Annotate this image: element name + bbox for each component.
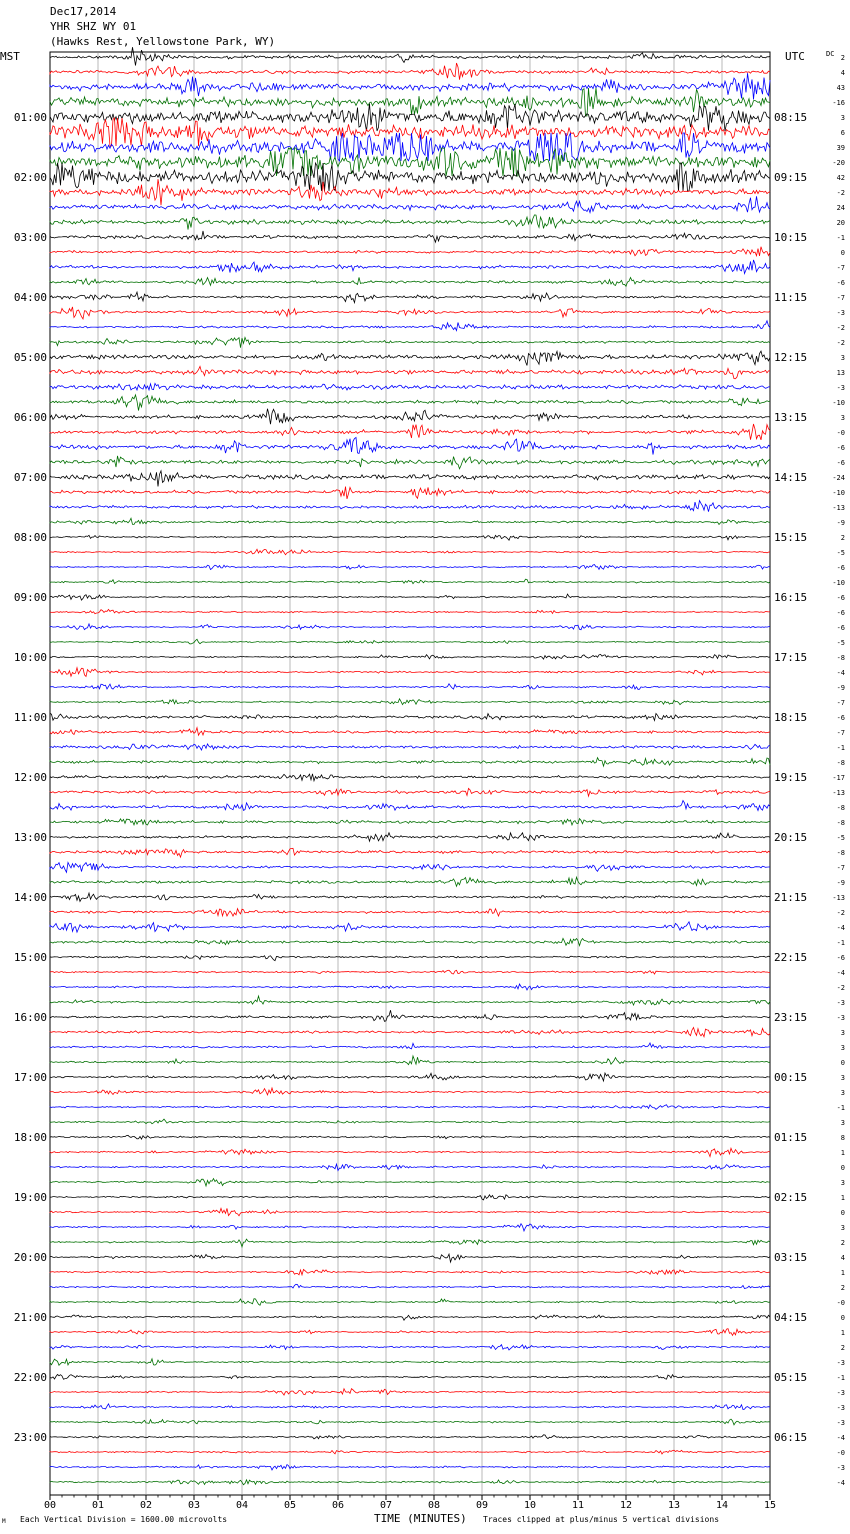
record-date: Dec17,2014 [50, 5, 117, 18]
seismic-trace [50, 970, 770, 974]
right-hour-label: 10:15 [774, 231, 808, 244]
dc-offset-label: -3 [836, 309, 845, 317]
dc-offset-label: -6 [836, 444, 845, 452]
seismic-trace [50, 1028, 770, 1037]
dc-offset-label: 2 [840, 1284, 845, 1292]
seismic-trace [50, 1073, 770, 1081]
x-axis-label: TIME (MINUTES) [374, 1512, 467, 1525]
dc-offset-label: -3 [836, 1014, 845, 1022]
seismic-trace [50, 565, 770, 570]
x-tick-label: 08 [427, 1500, 441, 1511]
dc-offset-label: 4 [840, 1254, 845, 1262]
left-hour-label: 19:00 [13, 1191, 47, 1204]
dc-offset-header: DC [826, 50, 835, 58]
corner-mark: M [2, 1518, 6, 1525]
dc-offset-label: 1 [840, 1269, 845, 1277]
dc-offset-label: -3 [836, 384, 845, 392]
dc-offset-label: -8 [836, 819, 845, 827]
seismic-trace [50, 179, 770, 205]
x-tick-label: 09 [475, 1500, 489, 1511]
seismic-trace [50, 471, 770, 487]
dc-offset-label: 3 [840, 354, 845, 362]
left-hour-label: 18:00 [13, 1131, 47, 1144]
seismic-trace [50, 1208, 770, 1215]
seismic-trace [50, 196, 770, 212]
x-tick-label: 11 [571, 1500, 585, 1511]
seismic-trace [50, 231, 770, 242]
seismic-trace [50, 1105, 770, 1110]
seismic-trace [50, 1135, 770, 1139]
dc-offset-label: -5 [836, 639, 845, 647]
station-location: (Hawks Rest, Yellowstone Park, WY) [50, 35, 276, 48]
left-hour-label: 06:00 [13, 411, 47, 424]
dc-offset-label: -0 [836, 1299, 845, 1307]
right-hour-label: 09:15 [774, 171, 808, 184]
dc-offset-label: -16 [832, 99, 845, 107]
dc-offset-label: 1 [840, 1194, 845, 1202]
dc-offset-label: 0 [840, 1314, 845, 1322]
right-hour-label: 15:15 [774, 531, 808, 544]
dc-offset-label: 3 [840, 114, 845, 122]
seismic-trace [50, 1450, 770, 1454]
left-hour-label: 23:00 [13, 1431, 47, 1444]
dc-offset-label: -9 [836, 684, 845, 692]
left-hour-label: 17:00 [13, 1071, 47, 1084]
right-hour-label: 19:15 [774, 771, 808, 784]
x-tick-label: 15 [763, 1500, 777, 1511]
right-hour-label: 02:15 [774, 1191, 808, 1204]
seismic-trace [50, 1480, 770, 1485]
right-hour-label: 18:15 [774, 711, 808, 724]
dc-offset-label: -6 [836, 459, 845, 467]
dc-offset-label: 13 [836, 369, 845, 377]
seismic-trace [50, 260, 770, 274]
dc-offset-label: -4 [836, 1434, 845, 1442]
x-tick-label: 00 [43, 1500, 57, 1511]
dc-offset-label: 1 [840, 1149, 845, 1157]
seismic-trace [50, 383, 770, 390]
right-hour-label: 12:15 [774, 351, 808, 364]
x-tick-label: 02 [139, 1500, 153, 1511]
seismic-trace [50, 215, 770, 230]
seismic-trace [50, 1329, 770, 1336]
seismic-trace [50, 713, 770, 720]
plot-labels [14, 54, 845, 1511]
seismic-trace [50, 801, 770, 811]
x-tick-label: 10 [523, 1500, 537, 1511]
dc-offset-label: -3 [836, 1464, 845, 1472]
seismic-trace [50, 47, 770, 65]
dc-offset-label: 20 [836, 219, 845, 227]
right-hour-label: 00:15 [774, 1071, 808, 1084]
seismic-trace [50, 1195, 770, 1200]
seismic-trace [50, 438, 770, 455]
right-timezone: UTC [785, 50, 805, 63]
right-hour-label: 04:15 [774, 1311, 808, 1324]
dc-offset-label: -8 [836, 849, 845, 857]
left-hour-label: 07:00 [13, 471, 47, 484]
seismic-trace [50, 624, 770, 630]
dc-offset-label: -6 [836, 564, 845, 572]
dc-offset-label: -3 [836, 1359, 845, 1367]
left-hour-label: 21:00 [13, 1311, 47, 1324]
x-tick-label: 04 [235, 1500, 249, 1511]
seismic-trace [50, 1164, 770, 1171]
seismic-trace [50, 1224, 770, 1231]
left-hour-label: 12:00 [13, 771, 47, 784]
left-hour-label: 16:00 [13, 1011, 47, 1024]
right-hour-label: 23:15 [774, 1011, 808, 1024]
dc-offset-label: -0 [836, 1449, 845, 1457]
x-tick-label: 12 [619, 1500, 633, 1511]
left-hour-label: 11:00 [13, 711, 47, 724]
dc-offset-label: 0 [840, 249, 845, 257]
dc-offset-label: -10 [832, 579, 845, 587]
dc-offset-label: 3 [840, 1179, 845, 1187]
seismic-trace [50, 1404, 770, 1410]
plot-grid [50, 52, 770, 1500]
dc-offset-label: -2 [836, 909, 845, 917]
dc-offset-label: -8 [836, 804, 845, 812]
dc-offset-label: 43 [836, 84, 845, 92]
left-hour-label: 14:00 [13, 891, 47, 904]
dc-offset-label: -7 [836, 699, 845, 707]
seismic-trace [50, 351, 770, 365]
seismic-trace [50, 549, 770, 554]
dc-offset-label: -6 [836, 624, 845, 632]
seismic-trace [50, 1043, 770, 1049]
seismic-trace [50, 73, 770, 99]
dc-offset-label: -13 [832, 894, 845, 902]
x-tick-label: 07 [379, 1500, 393, 1511]
left-hour-label: 03:00 [13, 231, 47, 244]
dc-offset-label: -2 [836, 189, 845, 197]
seismic-trace [50, 487, 770, 499]
seismic-trace [50, 163, 770, 191]
right-hour-label: 03:15 [774, 1251, 808, 1264]
dc-offset-label: -7 [836, 729, 845, 737]
seismic-trace [50, 1088, 770, 1095]
seismic-trace [50, 395, 770, 411]
seismic-trace [50, 833, 770, 842]
seismic-trace [50, 247, 770, 256]
right-hour-label: 05:15 [774, 1371, 808, 1384]
seismic-trace [50, 1119, 770, 1124]
scale-note: Each Vertical Division = 1600.00 microvolts [20, 1515, 228, 1524]
seismic-trace [50, 819, 770, 825]
seismic-trace [50, 877, 770, 886]
dc-offset-label: -6 [836, 279, 845, 287]
dc-offset-label: -4 [836, 669, 845, 677]
seismic-trace [50, 535, 770, 540]
dc-offset-label: -8 [836, 759, 845, 767]
dc-offset-label: 2 [840, 54, 845, 62]
seismic-trace [50, 758, 770, 766]
dc-offset-label: -4 [836, 969, 845, 977]
seismic-trace [50, 788, 770, 796]
right-hour-label: 16:15 [774, 591, 808, 604]
dc-offset-label: -3 [836, 1404, 845, 1412]
dc-offset-label: 4 [840, 69, 845, 77]
x-tick-label: 06 [331, 1500, 345, 1511]
dc-offset-label: -8 [836, 654, 845, 662]
dc-offset-label: -20 [832, 159, 845, 167]
seismic-trace [50, 1465, 770, 1470]
right-hour-label: 14:15 [774, 471, 808, 484]
right-hour-label: 20:15 [774, 831, 808, 844]
seismic-trace [50, 699, 770, 705]
seismic-trace [50, 684, 770, 690]
seismic-trace [50, 277, 770, 286]
dc-offset-label: 0 [840, 1164, 845, 1172]
dc-offset-label: -10 [832, 489, 845, 497]
seismic-trace [50, 594, 770, 600]
dc-offset-label: 3 [840, 1119, 845, 1127]
dc-offset-label: -1 [836, 939, 845, 947]
dc-offset-label: 0 [840, 1209, 845, 1217]
seismic-trace [50, 1284, 770, 1288]
left-hour-label: 02:00 [13, 171, 47, 184]
left-hour-label: 13:00 [13, 831, 47, 844]
seismic-trace [50, 1375, 770, 1380]
seismic-trace [50, 1389, 770, 1395]
seismic-trace [50, 292, 770, 303]
dc-offset-label: 3 [840, 1044, 845, 1052]
left-hour-label: 20:00 [13, 1251, 47, 1264]
dc-offset-label: 3 [840, 1074, 845, 1082]
seismic-trace [50, 366, 770, 378]
seismic-trace [50, 1148, 770, 1156]
seismic-trace [50, 938, 770, 945]
x-tick-label: 14 [715, 1500, 729, 1511]
seismic-trace [50, 579, 770, 583]
seismic-trace [50, 1359, 770, 1366]
right-hour-label: 01:15 [774, 1131, 808, 1144]
dc-offset-label: -6 [836, 954, 845, 962]
seismic-trace [50, 1315, 770, 1320]
dc-offset-label: -0 [836, 429, 845, 437]
seismic-trace [50, 518, 770, 524]
seismic-trace [50, 1254, 770, 1262]
x-tick-label: 01 [91, 1500, 105, 1511]
dc-offset-label: -1 [836, 1374, 845, 1382]
seismic-trace [50, 1056, 770, 1065]
seismic-trace [50, 909, 770, 917]
dc-offset-label: -6 [836, 714, 845, 722]
seismic-trace [50, 1435, 770, 1439]
dc-offset-label: 6 [840, 129, 845, 137]
left-hour-label: 09:00 [13, 591, 47, 604]
dc-offset-label: 24 [836, 204, 845, 212]
dc-offset-label: 0 [840, 1059, 845, 1067]
seismic-trace [50, 88, 770, 116]
seismic-trace [50, 744, 770, 750]
right-hour-label: 13:15 [774, 411, 808, 424]
dc-offset-label: -6 [836, 609, 845, 617]
dc-offset-label: -3 [836, 999, 845, 1007]
seismic-trace [50, 863, 770, 873]
seismic-trace [50, 118, 770, 146]
left-timezone: MST [0, 50, 20, 63]
seismic-trace [50, 1010, 770, 1021]
left-hour-label: 01:00 [13, 111, 47, 124]
seismic-trace [50, 1179, 770, 1186]
right-hour-label: 17:15 [774, 651, 808, 664]
seismic-trace [50, 1239, 770, 1247]
seismic-trace [50, 424, 770, 440]
dc-offset-label: 3 [840, 1224, 845, 1232]
dc-offset-label: -2 [836, 984, 845, 992]
dc-offset-label: -1 [836, 234, 845, 242]
dc-offset-label: -5 [836, 834, 845, 842]
right-hour-label: 22:15 [774, 951, 808, 964]
left-hour-label: 15:00 [13, 951, 47, 964]
dc-offset-label: -3 [836, 1389, 845, 1397]
dc-offset-label: -9 [836, 879, 845, 887]
right-hour-label: 08:15 [774, 111, 808, 124]
plot-frame [50, 52, 770, 1495]
right-hour-label: 06:15 [774, 1431, 808, 1444]
x-tick-label: 13 [667, 1500, 681, 1511]
seismic-trace [50, 848, 770, 857]
seismic-trace [50, 984, 770, 990]
seismic-trace [50, 63, 770, 80]
seismic-trace [50, 337, 770, 347]
dc-offset-label: -2 [836, 339, 845, 347]
dc-offset-label: 3 [840, 414, 845, 422]
left-hour-label: 04:00 [13, 291, 47, 304]
seismic-trace [50, 728, 770, 736]
dc-offset-label: -5 [836, 549, 845, 557]
dc-offset-label: -1 [836, 744, 845, 752]
dc-offset-label: 3 [840, 1029, 845, 1037]
seismic-trace [50, 639, 770, 644]
clip-note: Traces clipped at plus/minus 5 vertical divisions [483, 1515, 720, 1524]
dc-offset-label: 39 [836, 144, 845, 152]
dc-offset-label: -10 [832, 399, 845, 407]
dc-offset-label: -17 [832, 774, 845, 782]
left-hour-label: 22:00 [13, 1371, 47, 1384]
x-tick-label: 05 [283, 1500, 297, 1511]
seismic-trace [50, 1270, 770, 1275]
seismic-trace [50, 104, 770, 132]
dc-offset-label: -7 [836, 264, 845, 272]
dc-offset-label: -6 [836, 594, 845, 602]
seismic-trace [50, 456, 770, 469]
left-hour-label: 05:00 [13, 351, 47, 364]
dc-offset-label: -7 [836, 864, 845, 872]
seismic-trace [50, 922, 770, 932]
x-tick-label: 03 [187, 1500, 201, 1511]
seismic-trace [50, 307, 770, 319]
dc-offset-label: -13 [832, 789, 845, 797]
dc-offset-label: -4 [836, 924, 845, 932]
dc-offset-label: -13 [832, 504, 845, 512]
seismic-trace [50, 1419, 770, 1425]
seismic-trace [50, 956, 770, 961]
dc-offset-label: 42 [836, 174, 845, 182]
left-hour-label: 08:00 [13, 531, 47, 544]
seismic-trace [50, 321, 770, 331]
dc-offset-label: -4 [836, 1479, 845, 1487]
dc-offset-label: 2 [840, 1239, 845, 1247]
dc-offset-label: -3 [836, 1419, 845, 1427]
seismic-trace [50, 668, 770, 677]
dc-offset-label: -7 [836, 294, 845, 302]
seismic-trace [50, 1299, 770, 1306]
dc-offset-label: -9 [836, 519, 845, 527]
dc-offset-label: -1 [836, 1104, 845, 1112]
dc-offset-label: -2 [836, 324, 845, 332]
seismic-trace [50, 409, 770, 425]
seismic-trace [50, 893, 770, 901]
seismic-trace [50, 501, 770, 512]
seismic-trace [50, 609, 770, 613]
left-hour-label: 10:00 [13, 651, 47, 664]
dc-offset-label: -24 [832, 474, 845, 482]
right-hour-label: 11:15 [774, 291, 808, 304]
dc-offset-label: 8 [840, 1134, 845, 1142]
seismic-trace [50, 774, 770, 781]
dc-offset-label: 2 [840, 1344, 845, 1352]
dc-offset-label: 2 [840, 534, 845, 542]
right-hour-label: 21:15 [774, 891, 808, 904]
dc-offset-label: 1 [840, 1329, 845, 1337]
seismogram-traces [50, 47, 770, 1485]
seismic-trace [50, 654, 770, 659]
dc-offset-label: 3 [840, 1089, 845, 1097]
seismic-trace [50, 1345, 770, 1350]
station-code: YHR SHZ WY 01 [50, 20, 137, 33]
seismic-trace [50, 996, 770, 1005]
